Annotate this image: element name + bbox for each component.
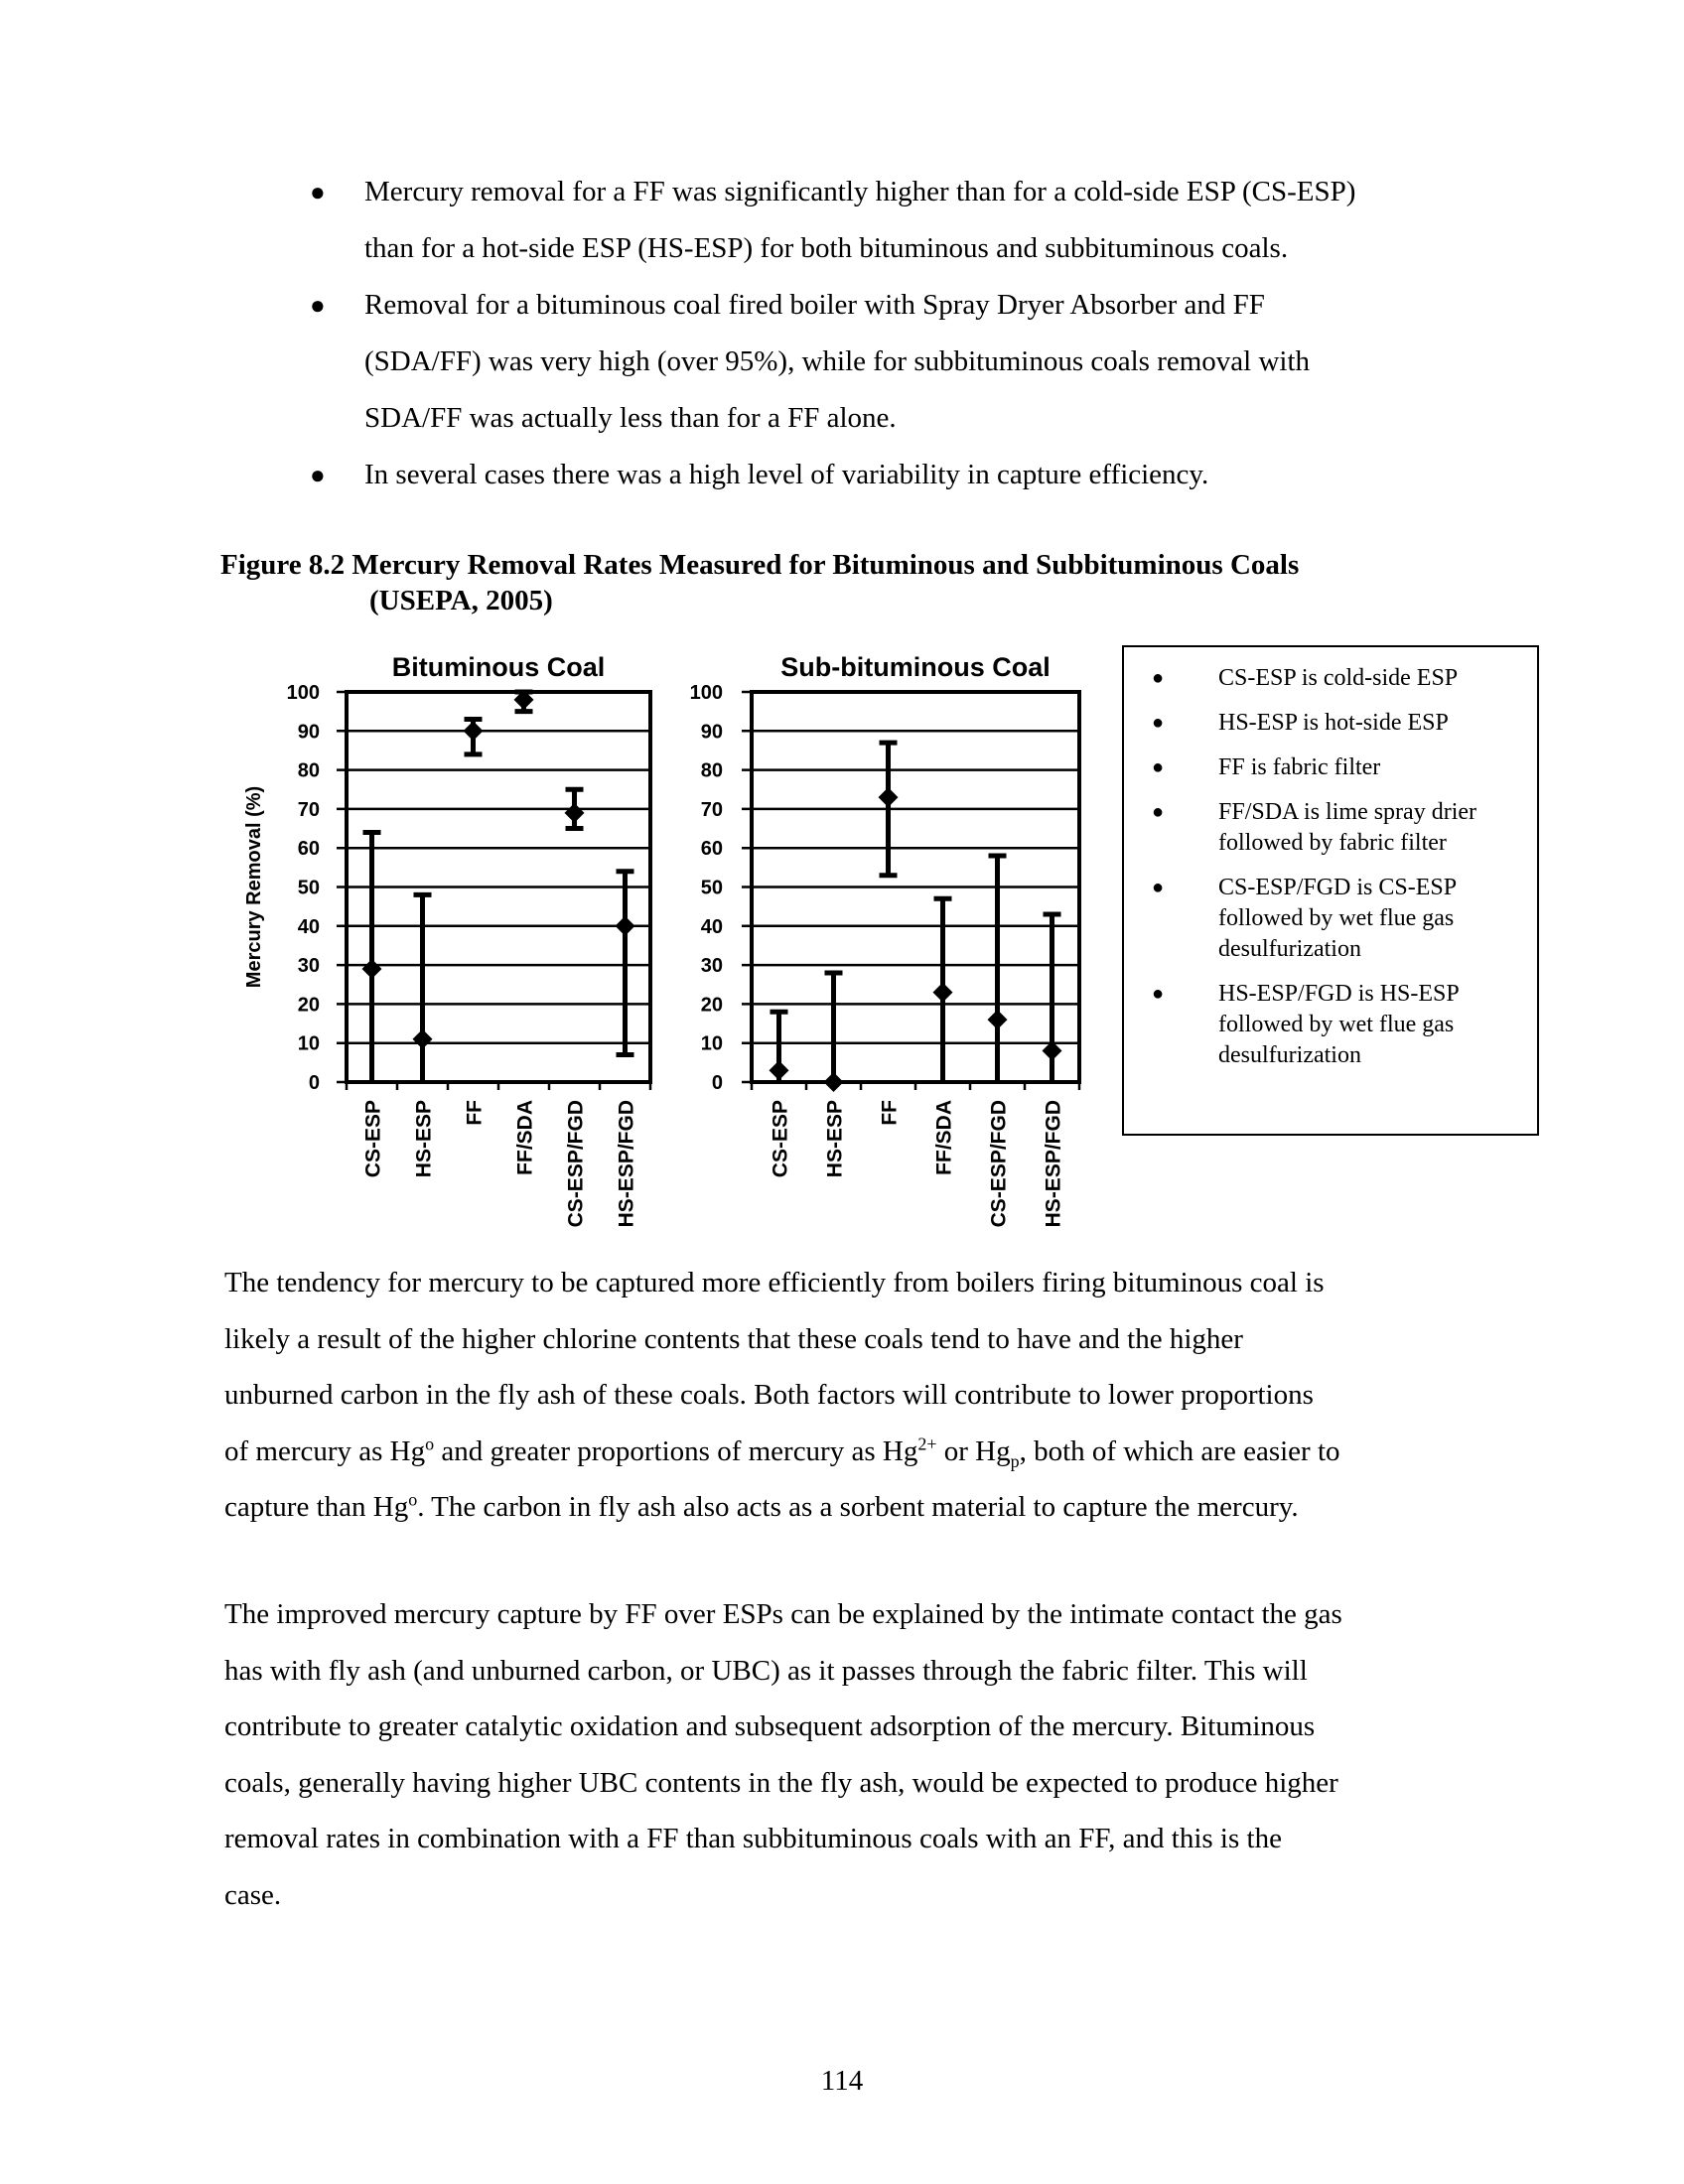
x-category-label: HS-ESP/FGD [1042,1100,1065,1228]
text-line: The tendency for mercury to be captured more efficiently from boilers firing bituminous coal is [224,1267,1325,1298]
text-line: or Hg [936,1434,1011,1467]
y-tick-label: 90 [700,721,723,744]
y-tick-label: 100 [689,682,723,704]
subscript: p [1010,1450,1020,1471]
legend-text: HS-ESP/FGD is HS-ESP [1218,981,1460,1007]
text-line: contribute to greater catalytic oxidation and subsequent adsorption of the mercury. Bituminous [224,1710,1316,1742]
y-tick-label: 80 [700,759,723,782]
y-tick-label: 0 [711,1072,723,1094]
y-tick-label: 0 [308,1072,320,1094]
y-tick-label: 70 [700,798,723,821]
text-line: , both of which are easier to [1019,1434,1340,1467]
diamond-marker [565,803,585,823]
bullet-line: (SDA/FF) was very high (over 95%), while for subbituminous coals removal with [364,345,1311,377]
legend-text: CS-ESP/FGD is CS-ESP [1218,875,1458,900]
bullet-line: than for a hot-side ESP (HS-ESP) for both bituminous and subbituminous coals. [364,232,1289,264]
text-line: capture than Hg [224,1491,409,1523]
text-line: case. [224,1878,282,1911]
text-line: has with fly ash (and unburned carbon, or UBC) as it passes through the fabric filter. This will [224,1654,1308,1687]
x-category-label: FF/SDA [513,1100,537,1175]
text-line: likely a result of the higher chlorine contents that these coals tend to have and the higher [224,1322,1243,1355]
chart-title: Sub-bituminous Coal [780,652,1051,682]
bullet-icon: ● [310,178,326,206]
diamond-marker [879,787,899,807]
x-category-label: FF [463,1100,487,1126]
bullet-icon: ● [1152,877,1165,898]
y-tick-label: 20 [297,994,320,1017]
paragraph-ff-capture [224,1586,1505,1923]
legend-item [1124,708,1527,739]
text-line: of mercury as Hg [224,1434,426,1467]
diamond-marker [413,1029,433,1049]
legend-item [1124,752,1527,783]
diamond-marker [362,959,382,979]
legend-text: desulfurization [1218,1042,1361,1068]
x-category-label: CS-ESP [361,1100,385,1178]
legend-item [1124,873,1527,965]
legend-item [1124,797,1527,859]
text-line: coals, generally having higher UBC contents in the fly ash, would be expected to produce higher [224,1766,1338,1799]
diamond-marker [933,983,953,1003]
page-number: 114 [820,2065,864,2097]
x-category-label: FF [878,1100,902,1126]
legend-text: followed by fabric filter [1218,830,1447,856]
legend-text: followed by wet flue gas [1218,905,1455,931]
y-tick-label: 10 [700,1032,723,1055]
bullet-icon: ● [310,291,326,320]
x-category-label: FF/SDA [932,1100,956,1175]
y-tick-label: 70 [297,798,320,821]
y-tick-label: 90 [297,721,320,744]
x-category-label: CS-ESP [769,1100,792,1178]
y-tick-label: 10 [297,1032,320,1055]
bullet-icon: ● [1152,801,1165,823]
x-category-label: CS-ESP/FGD [564,1100,588,1228]
bullet-icon: ● [1152,712,1165,734]
x-category-label: HS-ESP [412,1100,436,1178]
legend-text: CS-ESP is cold-side ESP [1218,665,1459,691]
legend-item [1124,663,1527,694]
paragraph-mercury-capture [224,1255,1505,1536]
legend-text: followed by wet flue gas [1218,1012,1455,1037]
text-line: removal rates in combination with a FF than subbituminous coals with an FF, and this is the [224,1823,1282,1854]
bullet-icon: ● [310,461,326,489]
legend-text: FF/SDA is lime spray drier [1218,799,1477,825]
figure-legend [1122,645,1539,1136]
bullet-line: SDA/FF was actually less than for a FF alone. [364,402,897,434]
superscript: o [408,1489,418,1510]
text-line: and greater proportions of mercury as Hg [434,1434,918,1467]
bullet-icon: ● [1152,667,1165,689]
y-tick-label: 60 [297,838,320,861]
chart-title: Bituminous Coal [391,652,606,682]
y-tick-label: 50 [297,877,320,899]
bullet-line: In several cases there was a high level of variability in capture efficiency. [364,459,1209,490]
bullet-line: Removal for a bituminous coal fired boiler with Spray Dryer Absorber and FF [364,289,1265,321]
diamond-marker [464,721,484,741]
superscript: o [425,1433,435,1453]
y-tick-label: 80 [297,759,320,782]
diamond-marker [824,1072,844,1092]
bullet-icon: ● [1152,983,1165,1005]
y-tick-label: 60 [700,838,723,861]
x-category-label: HS-ESP [823,1100,847,1178]
y-tick-label: 100 [286,682,320,704]
x-category-label: CS-ESP/FGD [987,1100,1011,1228]
y-tick-label: 40 [700,915,723,938]
bullet-line: Mercury removal for a FF was significantly higher than for a cold-side ESP (CS-ESP) [364,176,1356,207]
y-tick-label: 30 [700,955,723,978]
text-line: The improved mercury capture by FF over ESPs can be explained by the intimate contact the gas [224,1598,1342,1630]
superscript: 2+ [917,1433,937,1453]
diamond-marker [616,916,635,936]
bullet-icon: ● [1152,756,1165,778]
legend-list [1124,647,1537,1071]
y-tick-label: 50 [700,877,723,899]
legend-item [1124,979,1527,1071]
y-tick-label: 20 [700,994,723,1017]
diamond-marker [988,1010,1008,1029]
text-line: unburned carbon in the fly ash of these coals. Both factors will contribute to lower proportions [224,1379,1314,1411]
legend-text: FF is fabric filter [1218,754,1381,780]
legend-text: desulfurization [1218,936,1361,962]
y-tick-label: 40 [297,915,320,938]
y-tick-label: 30 [297,955,320,978]
x-category-label: HS-ESP/FGD [615,1100,638,1228]
diamond-marker [770,1060,789,1080]
legend-text: HS-ESP is hot-side ESP [1218,710,1449,736]
y-axis-label: Mercury Removal (%) [243,785,265,989]
text-line: . The carbon in fly ash also acts as a sorbent material to capture the mercury. [417,1491,1299,1523]
figure-caption-line1: Figure 8.2 Mercury Removal Rates Measured for Bituminous and Subbituminous Coals [220,549,1300,581]
figure-caption-line2: (USEPA, 2005) [369,585,553,616]
